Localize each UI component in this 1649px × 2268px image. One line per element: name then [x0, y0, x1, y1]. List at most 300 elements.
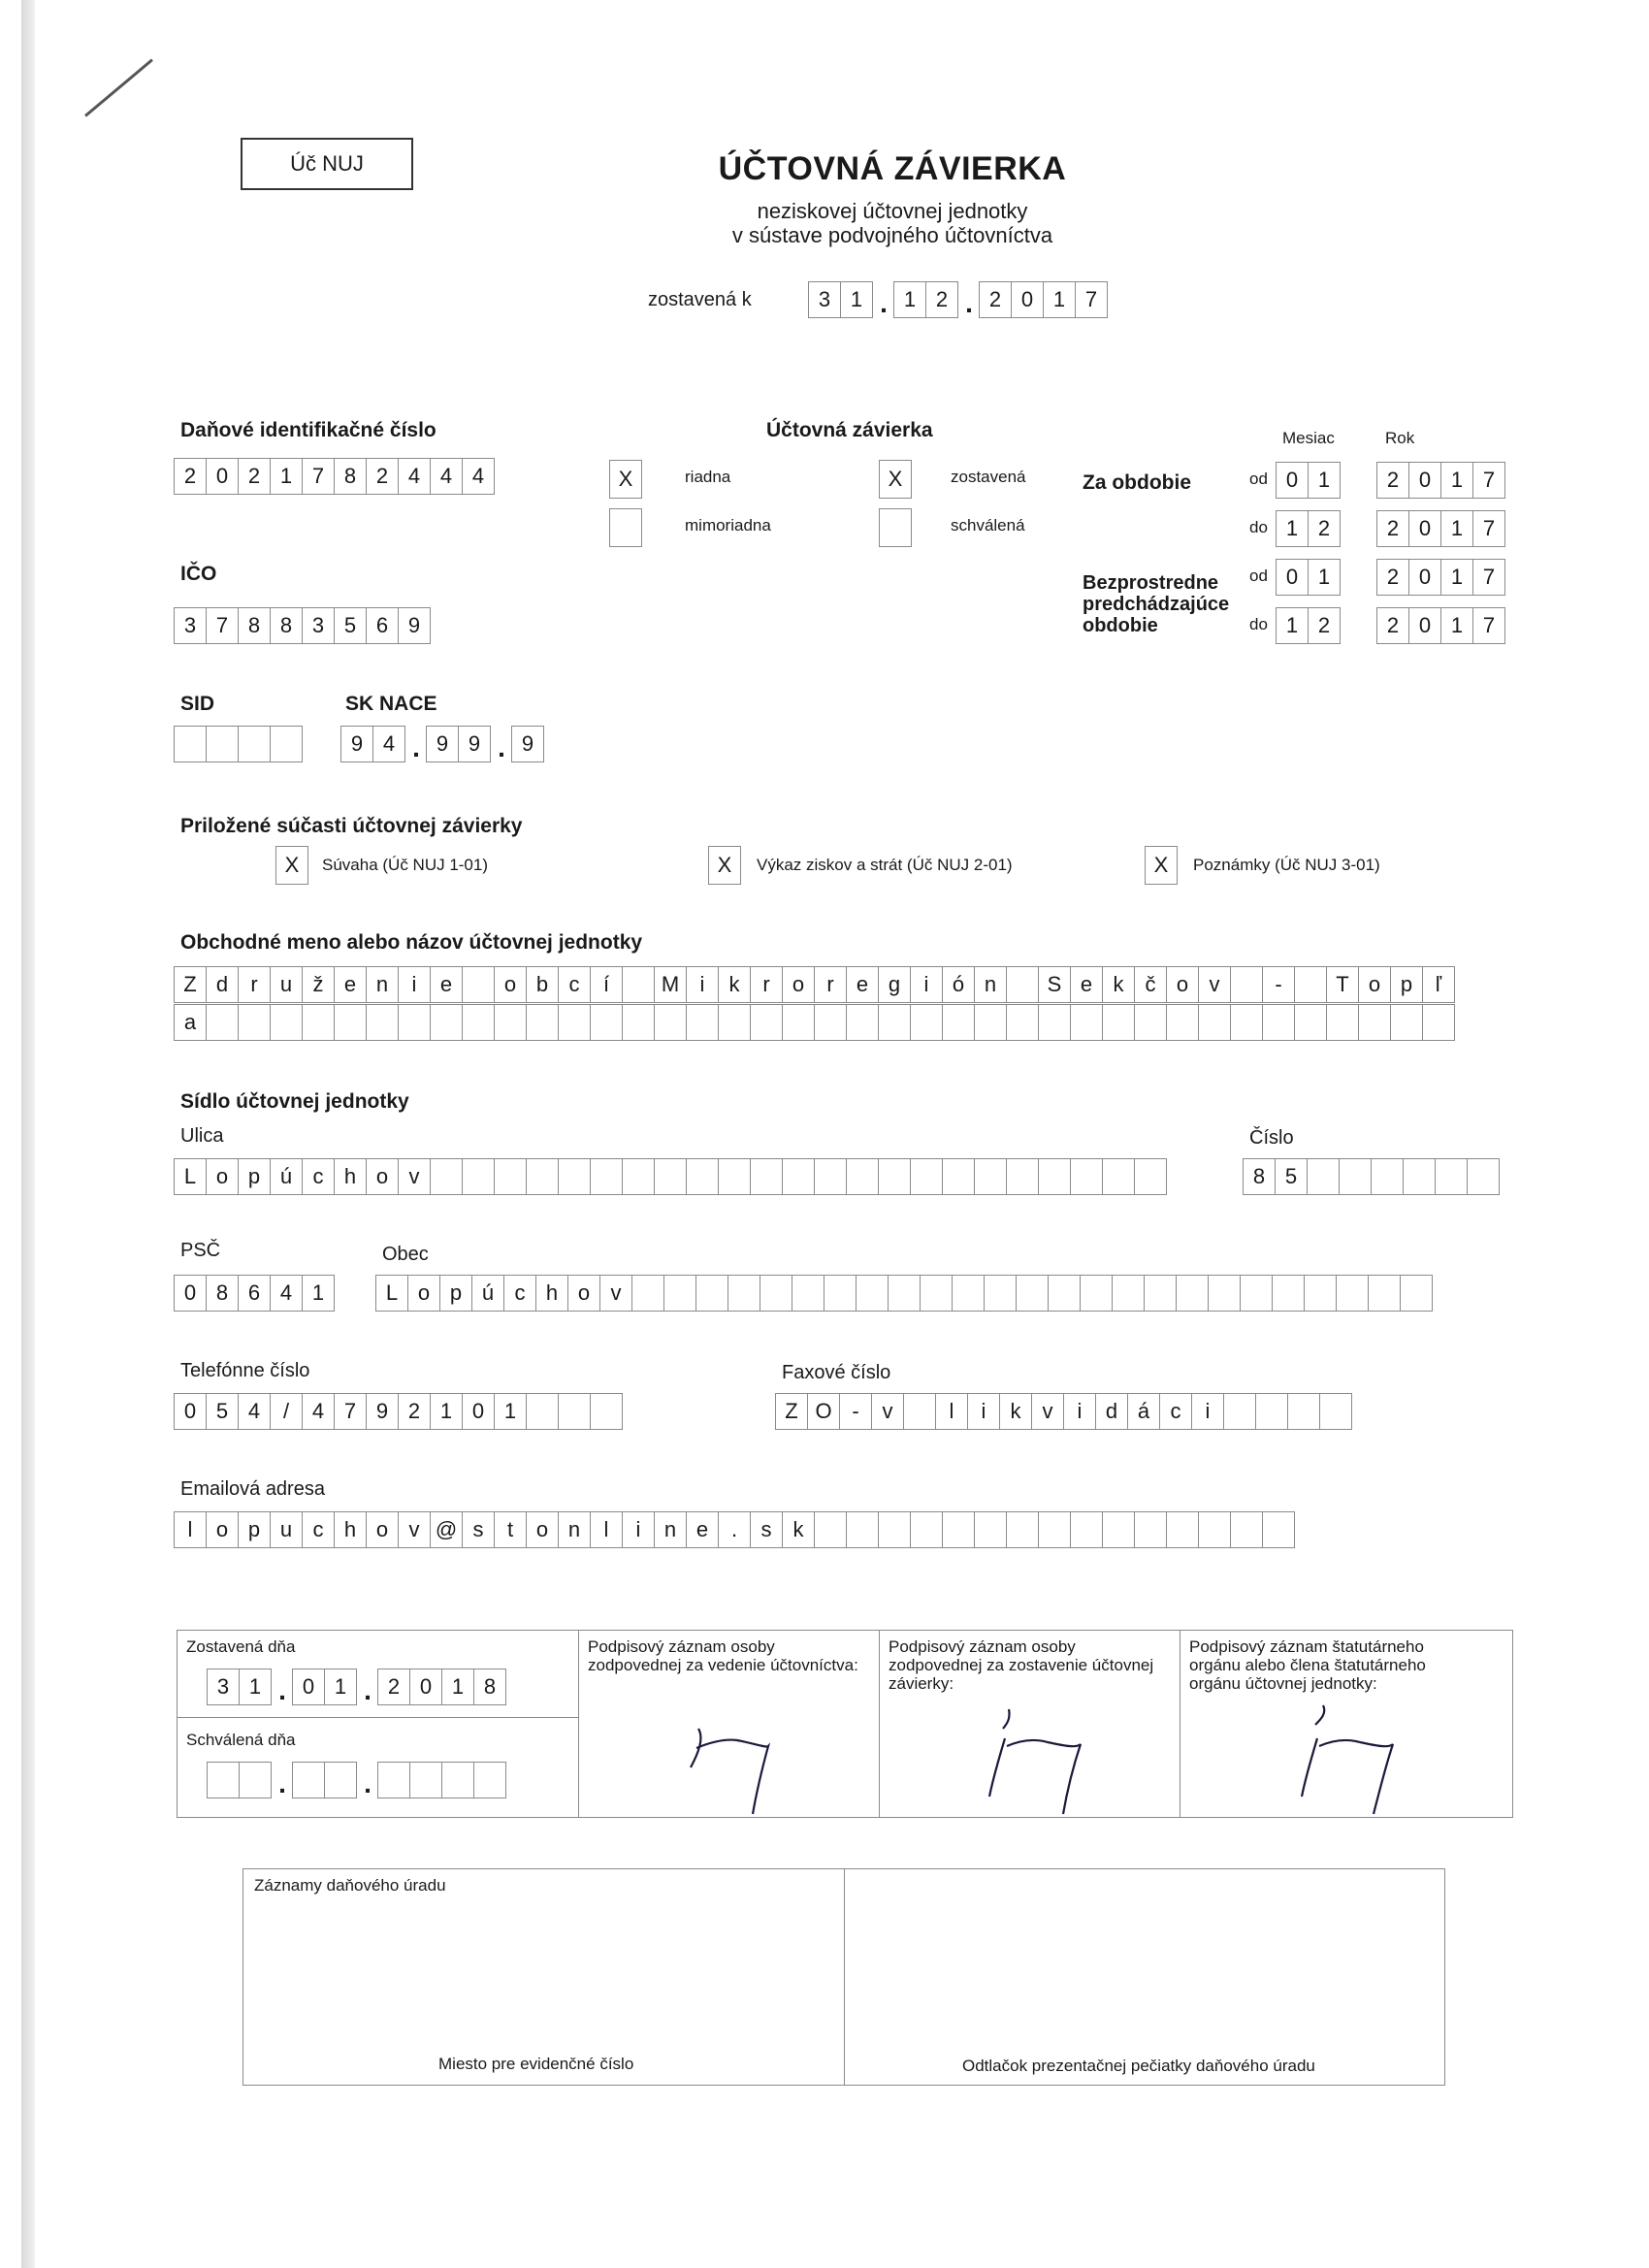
char-cell[interactable] — [590, 1004, 623, 1041]
char-cell[interactable] — [760, 1275, 792, 1312]
char-cell[interactable]: 1 — [1308, 559, 1341, 596]
char-cell[interactable]: g — [878, 966, 911, 1003]
char-cell[interactable] — [1102, 1004, 1135, 1041]
char-cell[interactable] — [846, 1158, 879, 1195]
char-cell[interactable]: 1 — [893, 281, 926, 318]
char-cell[interactable] — [1070, 1004, 1103, 1041]
char-cell[interactable]: @ — [430, 1511, 463, 1548]
char-cell[interactable]: 8 — [206, 1275, 239, 1312]
char-cell[interactable]: 1 — [1440, 559, 1473, 596]
char-cell[interactable] — [526, 1158, 559, 1195]
char-cell[interactable]: ž — [302, 966, 335, 1003]
char-cell[interactable]: S — [1038, 966, 1071, 1003]
char-cell[interactable]: 4 — [302, 1393, 335, 1430]
char-cell[interactable] — [526, 1393, 559, 1430]
char-cell[interactable] — [1134, 1511, 1167, 1548]
char-cell[interactable]: o — [1166, 966, 1199, 1003]
char-cell[interactable] — [1255, 1393, 1288, 1430]
char-cell[interactable] — [1467, 1158, 1500, 1195]
char-cell[interactable]: 5 — [206, 1393, 239, 1430]
char-cell[interactable]: 2 — [238, 458, 271, 495]
char-cell[interactable]: 4 — [462, 458, 495, 495]
char-cell[interactable] — [1198, 1511, 1231, 1548]
char-cell[interactable]: 2 — [979, 281, 1012, 318]
char-cell[interactable] — [663, 1275, 696, 1312]
char-cell[interactable]: ó — [942, 966, 975, 1003]
char-cell[interactable] — [462, 1004, 495, 1041]
char-cell[interactable] — [1403, 1158, 1436, 1195]
char-cell[interactable] — [878, 1158, 911, 1195]
char-cell[interactable]: t — [494, 1511, 527, 1548]
char-cell[interactable]: 0 — [292, 1669, 325, 1705]
char-cell[interactable]: 1 — [1276, 607, 1309, 644]
char-cell[interactable] — [984, 1275, 1017, 1312]
char-cell[interactable] — [910, 1004, 943, 1041]
char-cell[interactable] — [622, 1158, 655, 1195]
char-cell[interactable]: e — [686, 1511, 719, 1548]
char-cell[interactable] — [1368, 1275, 1401, 1312]
char-cell[interactable] — [814, 1158, 847, 1195]
char-cell[interactable]: l — [935, 1393, 968, 1430]
char-cell[interactable]: L — [174, 1158, 207, 1195]
char-cell[interactable]: k — [1102, 966, 1135, 1003]
char-cell[interactable]: r — [814, 966, 847, 1003]
char-cell[interactable]: 0 — [1408, 462, 1441, 499]
char-cell[interactable]: 5 — [334, 607, 367, 644]
char-cell[interactable] — [1038, 1158, 1071, 1195]
char-cell[interactable] — [1006, 1511, 1039, 1548]
char-cell[interactable]: b — [526, 966, 559, 1003]
char-cell[interactable] — [409, 1762, 442, 1798]
char-cell[interactable]: c — [1159, 1393, 1192, 1430]
char-cell[interactable]: n — [366, 966, 399, 1003]
char-cell[interactable]: 1 — [1043, 281, 1076, 318]
approved-on-year[interactable] — [378, 1762, 506, 1798]
char-cell[interactable]: v — [398, 1511, 431, 1548]
char-cell[interactable] — [206, 726, 239, 762]
char-cell[interactable]: 9 — [366, 1393, 399, 1430]
char-cell[interactable] — [526, 1004, 559, 1041]
char-cell[interactable]: 4 — [238, 1393, 271, 1430]
char-cell[interactable]: e — [430, 966, 463, 1003]
char-cell[interactable] — [622, 966, 655, 1003]
char-cell[interactable]: e — [334, 966, 367, 1003]
char-cell[interactable] — [398, 1004, 431, 1041]
char-cell[interactable] — [1198, 1004, 1231, 1041]
char-cell[interactable]: 2 — [1376, 607, 1409, 644]
char-cell[interactable]: i — [1191, 1393, 1224, 1430]
char-cell[interactable]: . — [718, 1511, 751, 1548]
char-cell[interactable] — [207, 1762, 240, 1798]
char-cell[interactable]: k — [718, 966, 751, 1003]
char-cell[interactable] — [654, 1004, 687, 1041]
compiled-checkbox[interactable]: X — [879, 460, 912, 499]
char-cell[interactable]: 3 — [808, 281, 841, 318]
char-cell[interactable] — [1166, 1004, 1199, 1041]
char-cell[interactable] — [1016, 1275, 1049, 1312]
char-cell[interactable]: l — [590, 1511, 623, 1548]
char-cell[interactable] — [952, 1275, 985, 1312]
char-cell[interactable] — [920, 1275, 953, 1312]
char-cell[interactable] — [1048, 1275, 1081, 1312]
char-cell[interactable] — [974, 1511, 1007, 1548]
char-cell[interactable] — [366, 1004, 399, 1041]
char-cell[interactable]: 0 — [409, 1669, 442, 1705]
char-cell[interactable] — [377, 1762, 410, 1798]
char-cell[interactable]: 9 — [458, 726, 491, 762]
char-cell[interactable] — [654, 1158, 687, 1195]
char-cell[interactable]: h — [334, 1158, 367, 1195]
char-cell[interactable]: 7 — [1472, 462, 1505, 499]
char-cell[interactable]: 4 — [270, 1275, 303, 1312]
char-cell[interactable]: n — [654, 1511, 687, 1548]
char-cell[interactable]: 2 — [377, 1669, 410, 1705]
char-cell[interactable] — [324, 1762, 357, 1798]
char-cell[interactable] — [462, 966, 495, 1003]
char-cell[interactable] — [1230, 1511, 1263, 1548]
char-cell[interactable]: i — [622, 1511, 655, 1548]
char-cell[interactable] — [1272, 1275, 1305, 1312]
char-cell[interactable]: 1 — [1308, 462, 1341, 499]
char-cell[interactable]: 3 — [207, 1669, 240, 1705]
char-cell[interactable]: 2 — [1376, 559, 1409, 596]
char-cell[interactable]: o — [407, 1275, 440, 1312]
char-cell[interactable]: O — [807, 1393, 840, 1430]
char-cell[interactable]: 8 — [1243, 1158, 1276, 1195]
char-cell[interactable]: p — [439, 1275, 472, 1312]
char-cell[interactable] — [270, 1004, 303, 1041]
char-cell[interactable]: o — [366, 1158, 399, 1195]
char-cell[interactable] — [942, 1511, 975, 1548]
char-cell[interactable]: o — [206, 1511, 239, 1548]
char-cell[interactable]: v — [599, 1275, 632, 1312]
char-cell[interactable] — [238, 1004, 271, 1041]
char-cell[interactable]: 8 — [238, 607, 271, 644]
char-cell[interactable]: r — [238, 966, 271, 1003]
char-cell[interactable]: 1 — [1440, 510, 1473, 547]
char-cell[interactable]: 2 — [1376, 510, 1409, 547]
char-cell[interactable] — [686, 1158, 719, 1195]
char-cell[interactable]: u — [270, 1511, 303, 1548]
char-cell[interactable]: o — [366, 1511, 399, 1548]
char-cell[interactable] — [558, 1393, 591, 1430]
char-cell[interactable]: e — [1070, 966, 1103, 1003]
char-cell[interactable] — [1435, 1158, 1468, 1195]
char-cell[interactable] — [1240, 1275, 1273, 1312]
char-cell[interactable]: e — [846, 966, 879, 1003]
char-cell[interactable]: 0 — [174, 1393, 207, 1430]
char-cell[interactable]: o — [526, 1511, 559, 1548]
char-cell[interactable] — [846, 1511, 879, 1548]
char-cell[interactable] — [846, 1004, 879, 1041]
char-cell[interactable] — [1102, 1511, 1135, 1548]
char-cell[interactable]: 7 — [1472, 510, 1505, 547]
char-cell[interactable]: k — [782, 1511, 815, 1548]
char-cell[interactable] — [1339, 1158, 1372, 1195]
char-cell[interactable] — [695, 1275, 728, 1312]
char-cell[interactable] — [1176, 1275, 1209, 1312]
char-cell[interactable] — [974, 1004, 1007, 1041]
char-cell[interactable]: 7 — [206, 607, 239, 644]
char-cell[interactable] — [686, 1004, 719, 1041]
char-cell[interactable] — [1208, 1275, 1241, 1312]
char-cell[interactable]: 6 — [238, 1275, 271, 1312]
char-cell[interactable] — [942, 1004, 975, 1041]
char-cell[interactable] — [782, 1158, 815, 1195]
char-cell[interactable]: v — [871, 1393, 904, 1430]
char-cell[interactable]: i — [910, 966, 943, 1003]
char-cell[interactable]: v — [398, 1158, 431, 1195]
char-cell[interactable] — [942, 1158, 975, 1195]
char-cell[interactable]: 1 — [324, 1669, 357, 1705]
char-cell[interactable] — [441, 1762, 474, 1798]
approved-on-day[interactable] — [208, 1762, 272, 1798]
char-cell[interactable]: c — [302, 1511, 335, 1548]
char-cell[interactable] — [558, 1004, 591, 1041]
char-cell[interactable] — [238, 726, 271, 762]
char-cell[interactable] — [1038, 1511, 1071, 1548]
char-cell[interactable] — [910, 1158, 943, 1195]
char-cell[interactable]: s — [462, 1511, 495, 1548]
char-cell[interactable]: i — [686, 966, 719, 1003]
char-cell[interactable] — [1294, 966, 1327, 1003]
char-cell[interactable]: 9 — [426, 726, 459, 762]
char-cell[interactable] — [792, 1275, 824, 1312]
char-cell[interactable] — [1006, 966, 1039, 1003]
char-cell[interactable] — [1070, 1511, 1103, 1548]
char-cell[interactable] — [622, 1004, 655, 1041]
char-cell[interactable] — [1358, 1004, 1391, 1041]
char-cell[interactable] — [878, 1511, 911, 1548]
char-cell[interactable]: 0 — [1408, 559, 1441, 596]
char-cell[interactable]: 6 — [366, 607, 399, 644]
char-cell[interactable]: 1 — [430, 1393, 463, 1430]
char-cell[interactable]: / — [270, 1393, 303, 1430]
char-cell[interactable]: u — [270, 966, 303, 1003]
char-cell[interactable] — [910, 1511, 943, 1548]
char-cell[interactable] — [814, 1004, 847, 1041]
char-cell[interactable]: Z — [775, 1393, 808, 1430]
char-cell[interactable] — [302, 1004, 335, 1041]
char-cell[interactable] — [558, 1158, 591, 1195]
char-cell[interactable]: c — [558, 966, 591, 1003]
char-cell[interactable]: č — [1134, 966, 1167, 1003]
char-cell[interactable]: i — [398, 966, 431, 1003]
char-cell[interactable] — [430, 1158, 463, 1195]
char-cell[interactable] — [728, 1275, 760, 1312]
char-cell[interactable] — [494, 1158, 527, 1195]
char-cell[interactable] — [174, 726, 207, 762]
char-cell[interactable]: T — [1326, 966, 1359, 1003]
char-cell[interactable] — [590, 1158, 623, 1195]
char-cell[interactable]: 8 — [270, 607, 303, 644]
char-cell[interactable]: 2 — [1376, 462, 1409, 499]
char-cell[interactable]: 2 — [366, 458, 399, 495]
char-cell[interactable] — [1166, 1511, 1199, 1548]
char-cell[interactable]: 1 — [270, 458, 303, 495]
char-cell[interactable]: - — [1262, 966, 1295, 1003]
char-cell[interactable]: 1 — [840, 281, 873, 318]
char-cell[interactable] — [1144, 1275, 1177, 1312]
char-cell[interactable]: l — [174, 1511, 207, 1548]
char-cell[interactable]: ľ — [1422, 966, 1455, 1003]
char-cell[interactable]: 1 — [494, 1393, 527, 1430]
char-cell[interactable] — [1400, 1275, 1433, 1312]
char-cell[interactable]: 9 — [398, 607, 431, 644]
char-cell[interactable] — [206, 1004, 239, 1041]
notes-checkbox[interactable]: X — [1145, 846, 1178, 885]
char-cell[interactable]: v — [1031, 1393, 1064, 1430]
char-cell[interactable]: 2 — [1308, 607, 1341, 644]
balance-sheet-checkbox[interactable]: X — [275, 846, 308, 885]
char-cell[interactable]: 7 — [1075, 281, 1108, 318]
char-cell[interactable]: 0 — [1276, 559, 1309, 596]
char-cell[interactable]: 1 — [1440, 462, 1473, 499]
char-cell[interactable]: o — [494, 966, 527, 1003]
extraordinary-checkbox[interactable] — [609, 508, 642, 547]
char-cell[interactable] — [270, 726, 303, 762]
char-cell[interactable] — [631, 1275, 664, 1312]
char-cell[interactable] — [1294, 1004, 1327, 1041]
char-cell[interactable]: - — [839, 1393, 872, 1430]
char-cell[interactable]: d — [206, 966, 239, 1003]
char-cell[interactable]: L — [375, 1275, 408, 1312]
char-cell[interactable] — [750, 1004, 783, 1041]
char-cell[interactable]: c — [302, 1158, 335, 1195]
profit-loss-checkbox[interactable]: X — [708, 846, 741, 885]
char-cell[interactable]: 4 — [430, 458, 463, 495]
char-cell[interactable] — [1102, 1158, 1135, 1195]
char-cell[interactable] — [1336, 1275, 1369, 1312]
char-cell[interactable]: p — [238, 1158, 271, 1195]
char-cell[interactable] — [1112, 1275, 1145, 1312]
char-cell[interactable]: 3 — [174, 607, 207, 644]
char-cell[interactable] — [1230, 966, 1263, 1003]
char-cell[interactable] — [1006, 1158, 1039, 1195]
char-cell[interactable]: 7 — [302, 458, 335, 495]
char-cell[interactable]: 5 — [1275, 1158, 1308, 1195]
char-cell[interactable] — [590, 1393, 623, 1430]
char-cell[interactable]: 1 — [1276, 510, 1309, 547]
char-cell[interactable] — [462, 1158, 495, 1195]
char-cell[interactable]: p — [1390, 966, 1423, 1003]
char-cell[interactable] — [334, 1004, 367, 1041]
char-cell[interactable]: n — [974, 966, 1007, 1003]
char-cell[interactable]: h — [334, 1511, 367, 1548]
char-cell[interactable]: c — [503, 1275, 536, 1312]
char-cell[interactable] — [1080, 1275, 1113, 1312]
char-cell[interactable] — [1006, 1004, 1039, 1041]
char-cell[interactable]: 4 — [398, 458, 431, 495]
char-cell[interactable] — [824, 1275, 857, 1312]
char-cell[interactable]: p — [238, 1511, 271, 1548]
char-cell[interactable]: n — [558, 1511, 591, 1548]
char-cell[interactable]: s — [750, 1511, 783, 1548]
char-cell[interactable]: o — [1358, 966, 1391, 1003]
char-cell[interactable]: á — [1127, 1393, 1160, 1430]
char-cell[interactable]: 1 — [302, 1275, 335, 1312]
char-cell[interactable] — [1230, 1004, 1263, 1041]
char-cell[interactable]: 8 — [473, 1669, 506, 1705]
char-cell[interactable]: ú — [270, 1158, 303, 1195]
approved-on-month[interactable] — [293, 1762, 357, 1798]
char-cell[interactable]: 1 — [441, 1669, 474, 1705]
char-cell[interactable] — [1134, 1158, 1167, 1195]
char-cell[interactable]: 0 — [206, 458, 239, 495]
regular-checkbox[interactable]: X — [609, 460, 642, 499]
char-cell[interactable] — [1223, 1393, 1256, 1430]
char-cell[interactable] — [856, 1275, 889, 1312]
char-cell[interactable]: o — [782, 966, 815, 1003]
char-cell[interactable]: i — [967, 1393, 1000, 1430]
char-cell[interactable]: 4 — [372, 726, 405, 762]
char-cell[interactable] — [888, 1275, 921, 1312]
char-cell[interactable]: 2 — [925, 281, 958, 318]
char-cell[interactable]: 0 — [174, 1275, 207, 1312]
char-cell[interactable] — [1326, 1004, 1359, 1041]
char-cell[interactable] — [1371, 1158, 1404, 1195]
char-cell[interactable]: 7 — [1472, 559, 1505, 596]
char-cell[interactable] — [718, 1158, 751, 1195]
char-cell[interactable]: 9 — [511, 726, 544, 762]
char-cell[interactable] — [1390, 1004, 1423, 1041]
char-cell[interactable]: 7 — [1472, 607, 1505, 644]
char-cell[interactable]: 1 — [239, 1669, 272, 1705]
char-cell[interactable] — [1287, 1393, 1320, 1430]
char-cell[interactable]: 2 — [174, 458, 207, 495]
char-cell[interactable]: 0 — [1011, 281, 1044, 318]
char-cell[interactable]: 9 — [340, 726, 373, 762]
char-cell[interactable] — [430, 1004, 463, 1041]
char-cell[interactable]: Z — [174, 966, 207, 1003]
char-cell[interactable] — [1307, 1158, 1340, 1195]
char-cell[interactable]: 0 — [462, 1393, 495, 1430]
char-cell[interactable]: 7 — [334, 1393, 367, 1430]
char-cell[interactable] — [1070, 1158, 1103, 1195]
char-cell[interactable]: a — [174, 1004, 207, 1041]
char-cell[interactable]: 0 — [1408, 510, 1441, 547]
char-cell[interactable]: ú — [471, 1275, 504, 1312]
char-cell[interactable] — [1304, 1275, 1337, 1312]
char-cell[interactable] — [239, 1762, 272, 1798]
char-cell[interactable]: 2 — [398, 1393, 431, 1430]
char-cell[interactable]: 0 — [1408, 607, 1441, 644]
char-cell[interactable] — [1134, 1004, 1167, 1041]
char-cell[interactable] — [1262, 1004, 1295, 1041]
char-cell[interactable] — [292, 1762, 325, 1798]
char-cell[interactable]: o — [206, 1158, 239, 1195]
char-cell[interactable] — [1038, 1004, 1071, 1041]
char-cell[interactable]: v — [1198, 966, 1231, 1003]
char-cell[interactable]: r — [750, 966, 783, 1003]
char-cell[interactable]: 0 — [1276, 462, 1309, 499]
char-cell[interactable]: d — [1095, 1393, 1128, 1430]
char-cell[interactable]: o — [567, 1275, 600, 1312]
char-cell[interactable] — [782, 1004, 815, 1041]
char-cell[interactable] — [974, 1158, 1007, 1195]
approved-checkbox[interactable] — [879, 508, 912, 547]
char-cell[interactable]: 2 — [1308, 510, 1341, 547]
char-cell[interactable] — [750, 1158, 783, 1195]
char-cell[interactable] — [718, 1004, 751, 1041]
char-cell[interactable] — [814, 1511, 847, 1548]
char-cell[interactable] — [903, 1393, 936, 1430]
char-cell[interactable] — [473, 1762, 506, 1798]
char-cell[interactable]: í — [590, 966, 623, 1003]
char-cell[interactable]: 3 — [302, 607, 335, 644]
char-cell[interactable]: 1 — [1440, 607, 1473, 644]
char-cell[interactable] — [1262, 1511, 1295, 1548]
